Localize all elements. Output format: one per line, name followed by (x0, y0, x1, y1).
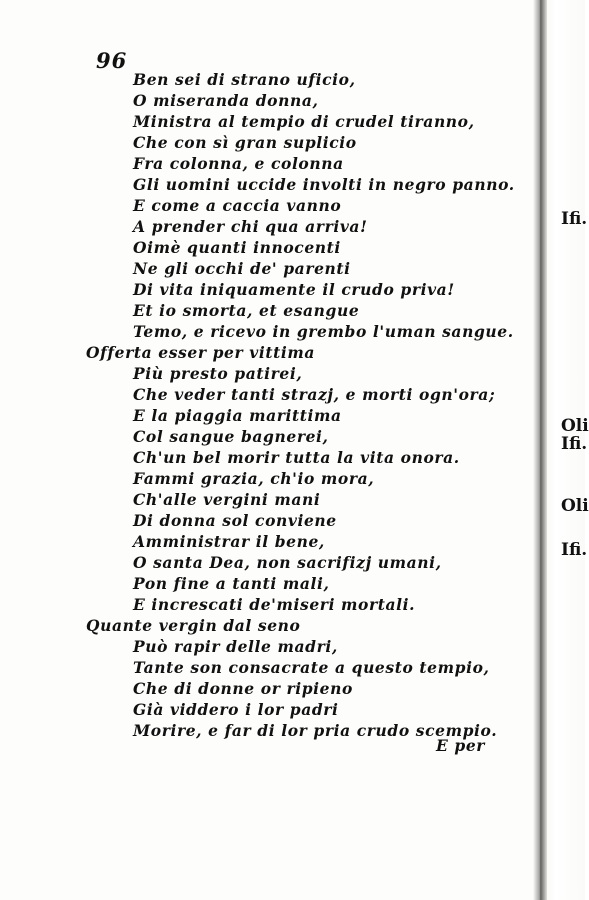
verse-line: Può rapir delle madri, (133, 637, 338, 656)
verse-line: Già viddero i lor padri (133, 700, 339, 719)
verse-line: Morire, e far di lor pria crudo scempio. (133, 721, 498, 740)
verse-line: Et io smorta, et esangue (133, 301, 360, 320)
verse-line: O santa Dea, non sacrifizj umani, (133, 553, 442, 572)
verse-line-outdented: Quante vergin dal seno (86, 616, 301, 635)
verse-line: Amministrar il bene, (133, 532, 325, 551)
verse-line: E la piaggia marittima (133, 406, 342, 425)
facing-page-fragment: Ifi. (561, 434, 588, 454)
verse-line: Ne gli occhi de' parenti (133, 259, 351, 278)
facing-page-fragment: Ifi. (561, 209, 588, 229)
verse-line: Ben sei di strano uficio, (133, 70, 356, 89)
verse-line: O miseranda donna, (133, 91, 319, 110)
facing-page-fragment: Ifi. (561, 540, 588, 560)
verse-line: E increscati de'miseri mortali. (133, 595, 416, 614)
verse-line: Di donna sol conviene (133, 511, 337, 530)
verse-line: Tante son consacrate a questo tempio, (133, 658, 490, 677)
verse-line: Fammi grazia, ch'io mora, (133, 469, 375, 488)
gutter-shadow (533, 0, 547, 900)
verse-line: Ch'un bel morir tutta la vita onora. (133, 448, 460, 467)
verse-line: Col sangue bagnerei, (133, 427, 329, 446)
verse-line: Ch'alle vergini mani (133, 490, 321, 509)
verse-line-outdented: Offerta esser per vittima (86, 343, 316, 362)
verse-line: Gli uomini uccide involti in negro panno. (133, 175, 515, 194)
page-number: 96 (96, 48, 128, 73)
verse-line: Ministra al tempio di crudel tiranno, (133, 112, 475, 131)
facing-page-fragment: Oli (561, 496, 589, 516)
verse-line: Temo, e ricevo in grembo l'uman sangue. (133, 322, 514, 341)
verse-line: Che veder tanti strazj, e morti ogn'ora; (133, 385, 496, 404)
verse-line: Pon fine a tanti mali, (133, 574, 330, 593)
verse-line: Di vita iniquamente il crudo priva! (133, 280, 455, 299)
verse-line: A prender chi qua arriva! (133, 217, 368, 236)
verse-line: Fra colonna, e colonna (133, 154, 344, 173)
catchword: E per (436, 736, 486, 755)
verse-line: Che con sì gran suplicio (133, 133, 357, 152)
verse-line: Che di donne or ripieno (133, 679, 353, 698)
facing-page-fragment: Oli (561, 416, 589, 436)
verse-line: Più presto patirei, (133, 364, 303, 383)
verse-line: E come a caccia vanno (133, 196, 342, 215)
verse-line: Oimè quanti innocenti (133, 238, 341, 257)
